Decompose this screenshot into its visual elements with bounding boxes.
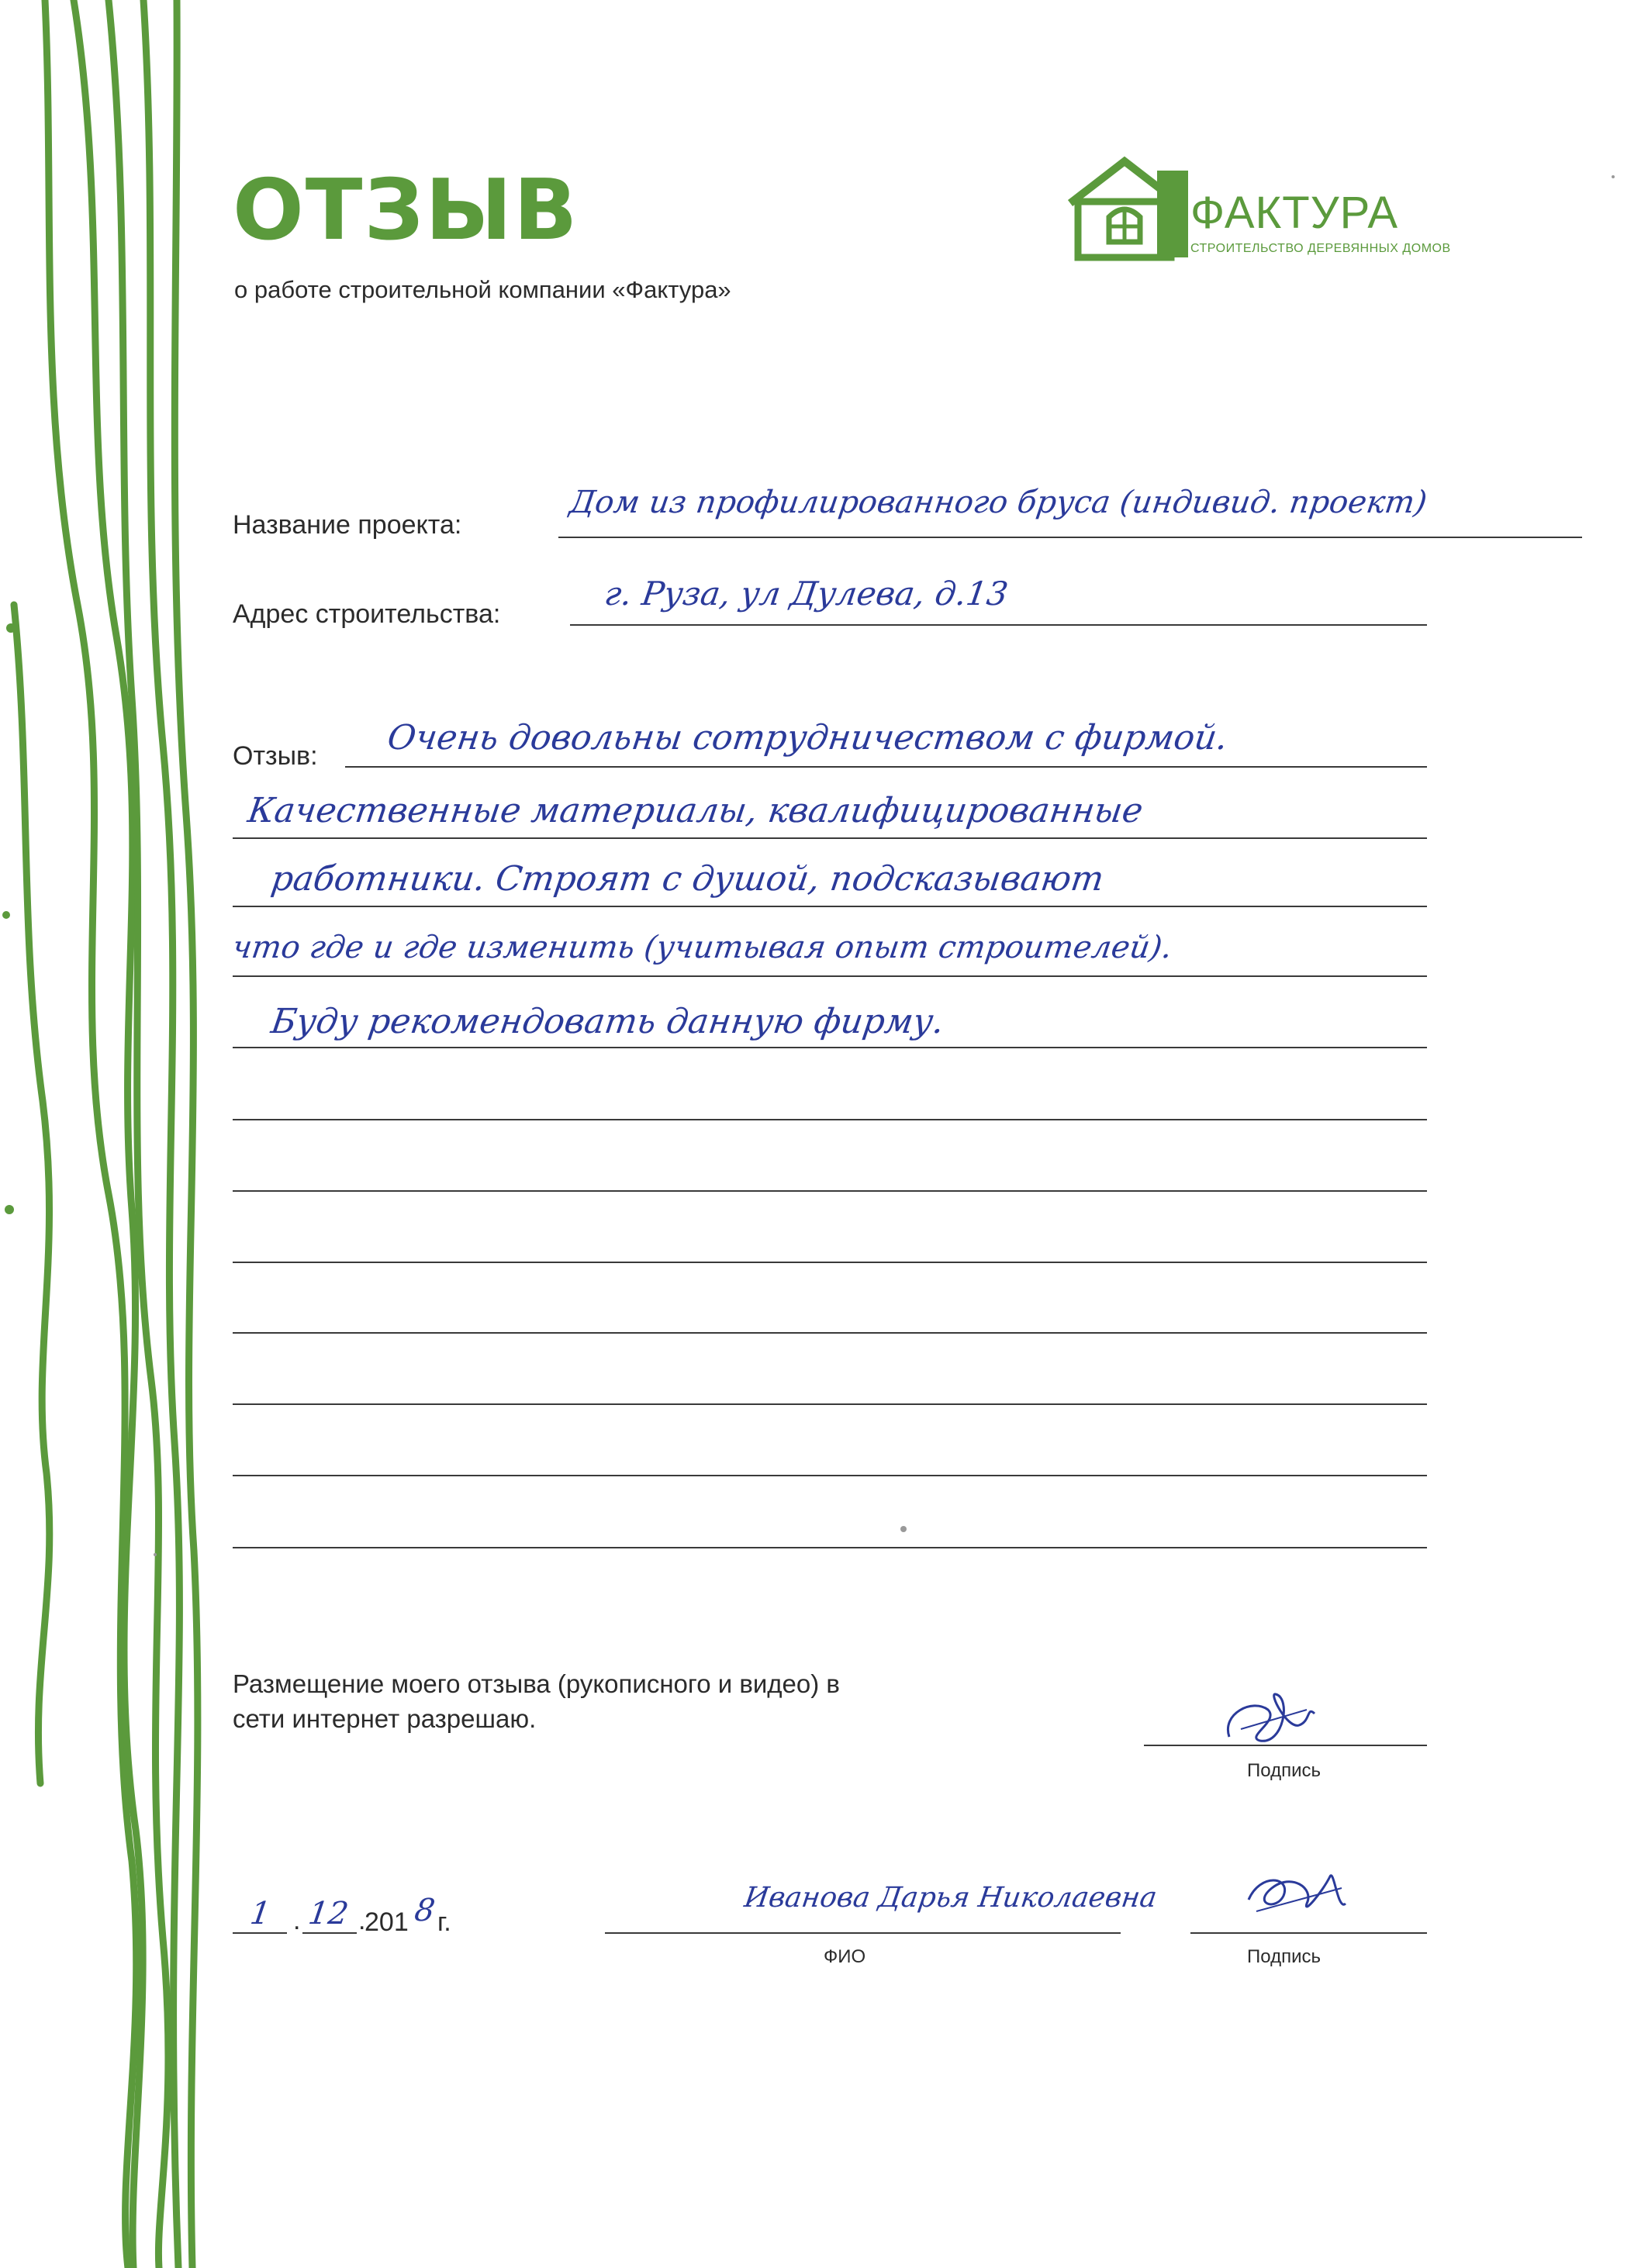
date-separator: . [293, 1906, 301, 1935]
logo-name: ФАКТУРА [1190, 188, 1399, 238]
project-line [558, 537, 1582, 538]
review-text-line: Качественные материалы, квалифицированные [245, 791, 1145, 830]
address-label: Адрес строительства: [233, 599, 501, 629]
review-line [233, 1332, 1427, 1334]
review-text-line: Буду рекомендовать данную фирму. [268, 1002, 947, 1041]
date-day-line [233, 1932, 287, 1934]
address-line [570, 624, 1427, 626]
project-label: Название проекта: [233, 510, 462, 540]
house-logo-icon [1062, 155, 1194, 264]
consent-text: Размещение моего отзыва (рукописного и видео) в [233, 1669, 840, 1698]
logo-tagline: СТРОИТЕЛЬСТВО ДЕРЕВЯННЫХ ДОМОВ [1190, 242, 1451, 255]
date-year-prefix: 201 [364, 1907, 409, 1937]
review-line [233, 1262, 1427, 1263]
review-line [233, 1047, 1427, 1048]
review-text-line: что где и где изменить (учитывая опыт строителей). [230, 930, 1175, 965]
date-year-suffix: 8 [412, 1893, 437, 1928]
project-value: Дом из профилированного бруса (индивид. проект) [567, 485, 1429, 520]
review-line [345, 766, 1427, 768]
date-month-line [302, 1932, 357, 1934]
review-line [233, 837, 1427, 839]
date-year-unit: г. [437, 1907, 451, 1937]
address-value: г. Руза, ул Дулева, д.13 [602, 575, 1011, 613]
date-separator: . [358, 1906, 366, 1935]
consent-text: сети интернет разрешаю. [233, 1704, 537, 1733]
document-title: ОТЗЫВ [233, 162, 579, 259]
review-line [233, 1190, 1427, 1192]
fio-line [605, 1932, 1121, 1934]
fio-label: ФИО [824, 1946, 866, 1967]
review-text-line: Очень довольны сотрудничеством с фирмой. [385, 718, 1231, 758]
review-line [233, 1547, 1427, 1548]
footer-signature-label: Подпись [1247, 1946, 1321, 1967]
review-text-line: работники. Строят с душой, подсказывают [268, 859, 1107, 899]
date-month: 12 [306, 1896, 351, 1931]
review-label: Отзыв: [233, 741, 318, 771]
footer-signature [1237, 1857, 1353, 1935]
review-line [233, 975, 1427, 977]
date-day: 1 [247, 1896, 273, 1931]
review-line [233, 906, 1427, 907]
review-line [233, 1119, 1427, 1120]
fio-value: Иванова Дарья Николаевна [742, 1882, 1159, 1914]
document-subtitle: о работе строительной компании «Фактура» [234, 276, 731, 303]
consent-signature-label: Подпись [1247, 1760, 1321, 1781]
consent-signature [1214, 1683, 1330, 1760]
review-line [233, 1475, 1427, 1476]
review-line [233, 1403, 1427, 1405]
